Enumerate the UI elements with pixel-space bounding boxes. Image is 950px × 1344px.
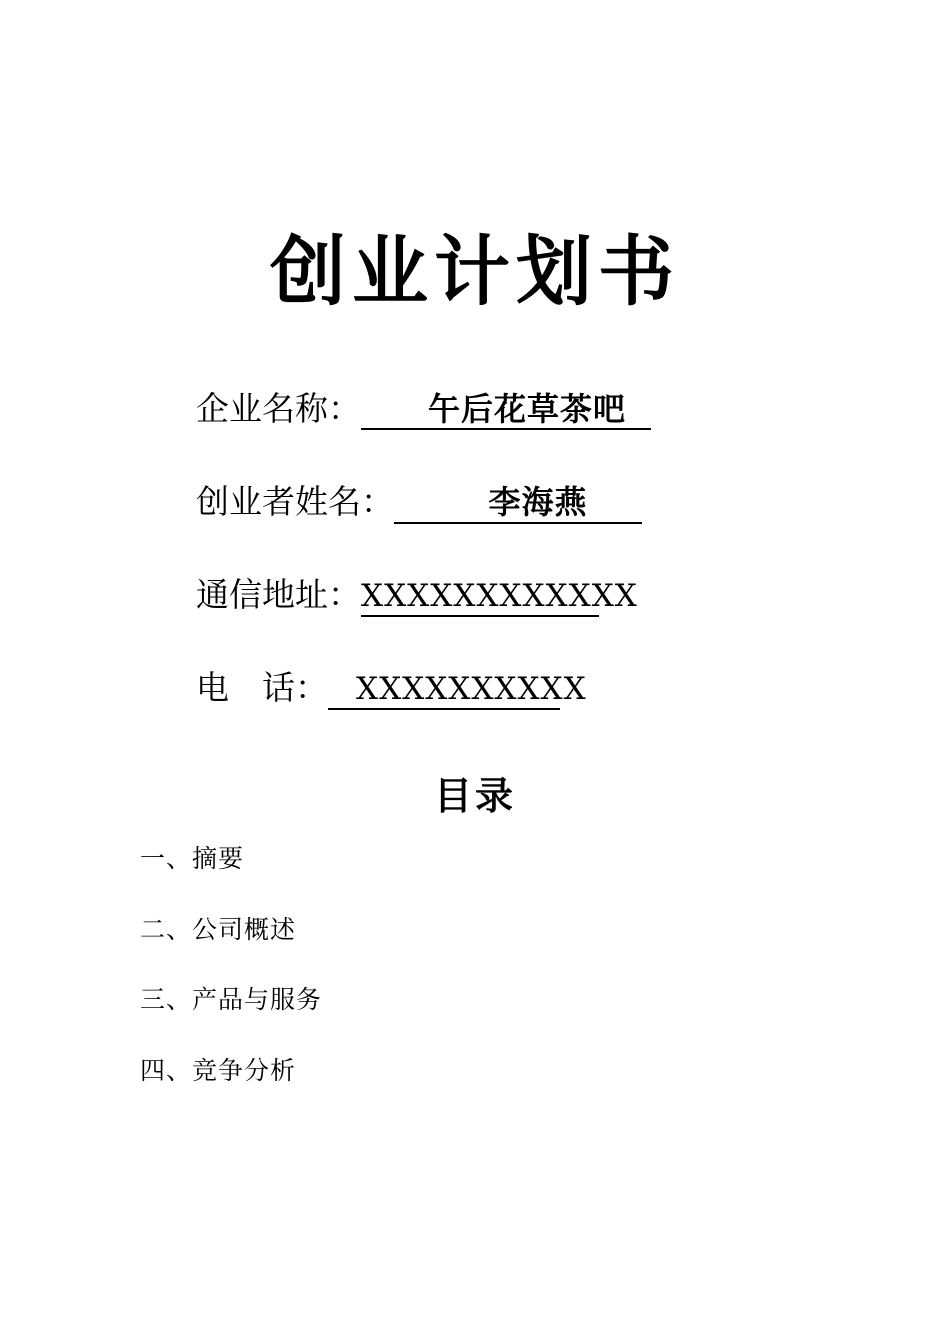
toc-list [0,846,950,1085]
field-address-value[interactable]: XXXXXXXXXXXX [361,578,599,617]
field-phone [196,670,950,710]
page-title: 创业计划书 [270,227,680,316]
field-company-name-value[interactable]: 午后花草茶吧 [361,390,651,430]
cover-fields [0,390,950,711]
toc-item-competition-analysis[interactable]: 四、竞争分析 [140,1057,297,1085]
field-founder-name-value[interactable]: 李海燕 [394,483,642,523]
field-phone-label: 电 话： [196,671,328,708]
toc-item-summary[interactable]: 一、摘要 [140,846,245,874]
toc-heading: 目录 [433,773,516,819]
field-company-name [196,390,950,431]
field-company-name-label: 企业名称： [196,391,361,428]
field-phone-value[interactable]: XXXXXXXXXX [328,671,560,710]
field-founder-name [196,483,950,524]
field-founder-name-label: 创业者姓名： [196,485,394,522]
field-address-label: 通信地址： [196,577,361,614]
field-address [196,577,950,617]
toc-item-products-services[interactable]: 三、产品与服务 [140,987,323,1015]
toc-item-company-overview[interactable]: 二、公司概述 [140,916,297,944]
